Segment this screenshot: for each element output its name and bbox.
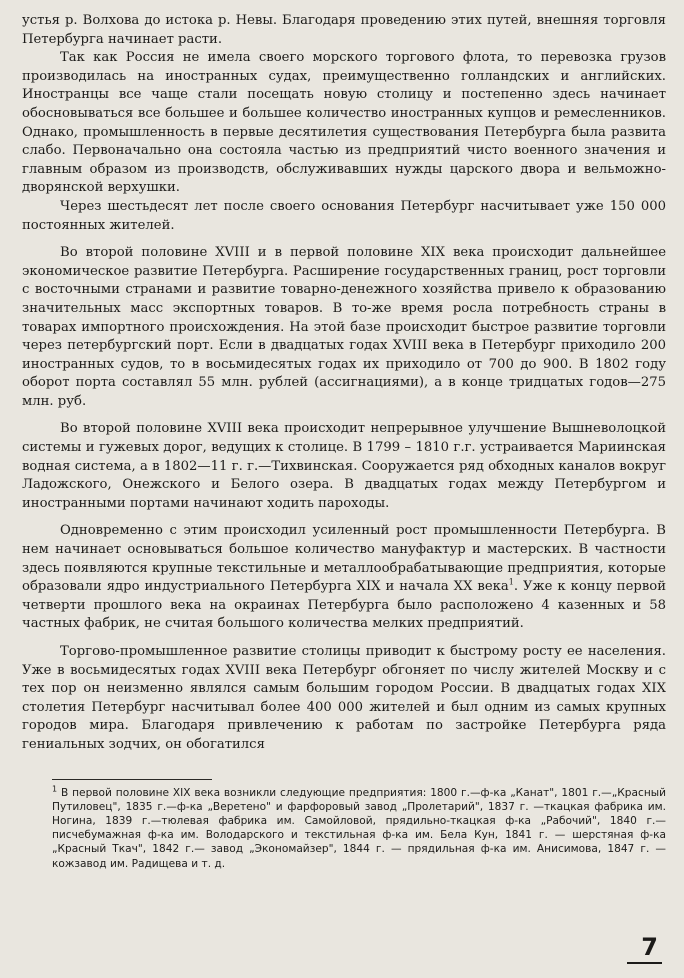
page-number: 7 (627, 933, 662, 964)
paragraph-4: Во второй половине XVIII и в первой половине XIX века происходит дальнейшее экономическое развитие Петербурга. Расширение государственных границ, рост торговли с восточными странами и развитие товарно-денежного хозяйства привело к образованию значительных масс экспортных товаров. В то-же время росла потребность страны в товарах импортного происхождения. На этой базе происходит быстрое развитие торговли через петербургский порт. Если в двадцатых годах XVIII века в Петербург приходило 200 иностранных судов, то в восьмидесятых годах их приходило от 700 до 900. В 1802 году оборот порта составлял 55 млн. рублей (ассигнациями), а в конце тридцатых годов—275 млн. руб. (22, 245, 666, 409)
footnote (52, 786, 666, 871)
paragraph-3: Через шестьдесят лет после своего основания Петербург насчитывает уже 150 000 постоянных жителей. (22, 198, 666, 233)
footnote-text: В первой половине XIX века возникли следующие предприятия: 1800 г.—ф-ка „Канат", 1801 г.—„Красный Путиловец", 1835 г.—ф-ка „Веретено" и фарфоровый завод „Пролетарий", 1837 г. —ткацкая фабрика им. Ногина, 1839 г.—тюлевая фабрика им. Самойловой, прядильно-ткацкая ф-ка „Рабочий", 1840 г.—писчебумажная ф-ка им. Володарского и текстильная ф-ка им. Бела Кун, 1841 г. — шерстяная ф-ка „Красный Ткач", 1842 г.— завод „Экономайзер", 1844 г. — прядильная ф-ка им. Анисимова, 1847 г. — кожзавод им. Радищева и т. д. (52, 786, 666, 870)
footnote-divider (52, 779, 212, 780)
paragraph-6 (22, 522, 666, 634)
paragraph-6-text-b: . Уже к концу первой четверти прошлого века на окраинах Петербурга было расположено 4 казенных и 58 частных фабрик, не считая большого количества мелких предприятий. (22, 579, 666, 632)
footnote-marker: 1 (52, 784, 58, 794)
paragraph-7: Торгово-промышленное развитие столицы приводит к быстрому росту ее населения. Уже в восьмидесятых годах XVIII века Петербург обгоняет по числу жителей Москву и с тех пор он неизменно являлся самым большим городом России. В двадцатых годах XIX столетия Петербург насчитывал более 400 000 жителей и был одним из самых крупных городов мира. Благодаря привлечению к работам по застройке Петербурга ряда гениальных зодчих, он обогатился (22, 644, 666, 752)
footnote-reference: 1 (508, 577, 514, 587)
paragraph-5: Во второй половине XVIII века происходит непрерывное улучшение Вышневолоцкой системы и гужевых дорог, ведущих к столице. В 1799 – 1810 г.г. устраивается Мариинская водная система, а в 1802—11 г. г.—Тихвинская. Сооружается ряд обходных каналов вокруг Ладожского, Онежского и Белого озера. В двадцатых годах между Петербургом и иностранными портами начинают ходить пароходы. (22, 421, 666, 511)
paragraph-1: устья р. Волхова до истока р. Невы. Благодаря проведению этих путей, внешняя торговля Петербурга начинает расти. (22, 13, 666, 47)
paragraph-2: Так как Россия не имела своего морского торгового флота, то перевозка грузов производилась на иностранных судах, преимущественно голландских и английских. Иностранцы все чаще стали посещать новую столицу и постепенно здесь начинает обосновываться все большее и большее количество иностранных купцов и ремесленников. Однако, промышленность в первые десятилетия существования Петербурга была развита слабо. Первоначально она состояла частью из предприятий чисто военного значения и главным образом из производств, обслуживавших нужды царского двора и вельможно-дворянской верхушки. (22, 50, 666, 196)
paragraph-6-text-a: Одновременно с этим происходил усиленный рост промышленности Петербурга. В нем начинает основываться большое количество мануфактур и мастерских. В частности здесь появляются крупные текстильные и металлообрабатывающие предприятия, которые образовали ядро индустриального Петербурга XIX и начала XX века (22, 523, 666, 595)
